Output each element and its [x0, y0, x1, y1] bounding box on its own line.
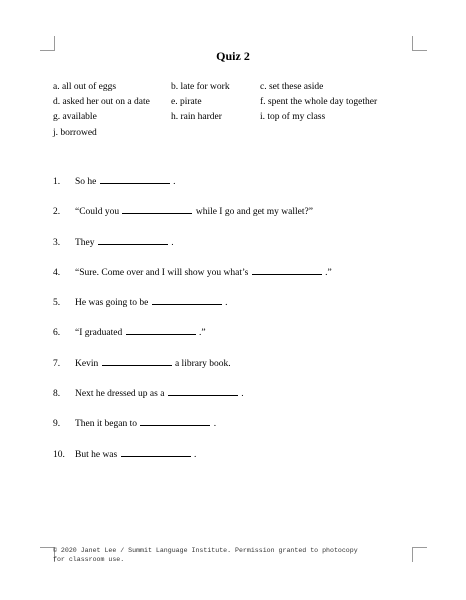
answer-blank[interactable] [168, 386, 238, 396]
answer-blank[interactable] [252, 265, 322, 275]
question-7: 7. Kevin a library book. [53, 356, 332, 386]
options-row [53, 95, 380, 110]
option-c: c. set these aside [260, 82, 324, 92]
question-3: 3. They . [53, 235, 332, 265]
answer-blank[interactable] [100, 174, 170, 184]
option-g: g. available [53, 112, 97, 123]
answer-blank[interactable] [102, 356, 172, 366]
options-row [53, 80, 380, 95]
answer-blank[interactable] [126, 325, 196, 335]
question-2: 2. “Could you while I go and get my wallet?” [53, 204, 332, 234]
page-title: Quiz 2 [216, 49, 250, 63]
footer-line-1: © 2020 Janet Lee / Summit Language Institute. Permission granted to photocopy [53, 547, 358, 554]
question-8: 8. Next he dressed up as a . [53, 386, 332, 416]
option-d: d. asked her out on a date [53, 97, 150, 108]
option-e: e. pirate [171, 97, 202, 108]
crop-mark-bottom-right [412, 547, 427, 562]
question-4: 4. “Sure. Come over and I will show you what’s .” [53, 265, 332, 295]
answer-blank[interactable] [152, 295, 222, 305]
question-10: 10. But he was . [53, 447, 332, 477]
question-6: 6. “I graduated .” [53, 325, 332, 355]
options-row [53, 110, 380, 125]
option-i: i. top of my class [260, 112, 326, 123]
answer-blank[interactable] [140, 416, 210, 426]
option-h: h. rain harder [171, 112, 222, 123]
question-list [53, 174, 332, 477]
options-row [53, 126, 380, 141]
answer-options [53, 80, 380, 141]
option-f: f. spent the whole day together [260, 97, 378, 108]
answer-blank[interactable] [98, 235, 168, 245]
option-j: j. borrowed [53, 127, 97, 138]
question-1: 1. So he . [53, 174, 332, 204]
question-9: 9. Then it began to . [53, 416, 332, 446]
answer-blank[interactable] [121, 447, 191, 457]
footer-line-2: for classroom use. [53, 555, 125, 563]
question-5: 5. He was going to be . [53, 295, 332, 325]
copyright-footer [53, 547, 413, 564]
option-b: b. late for work [171, 82, 230, 92]
answer-blank[interactable] [122, 204, 192, 214]
option-a: a. all out of eggs [53, 82, 117, 92]
